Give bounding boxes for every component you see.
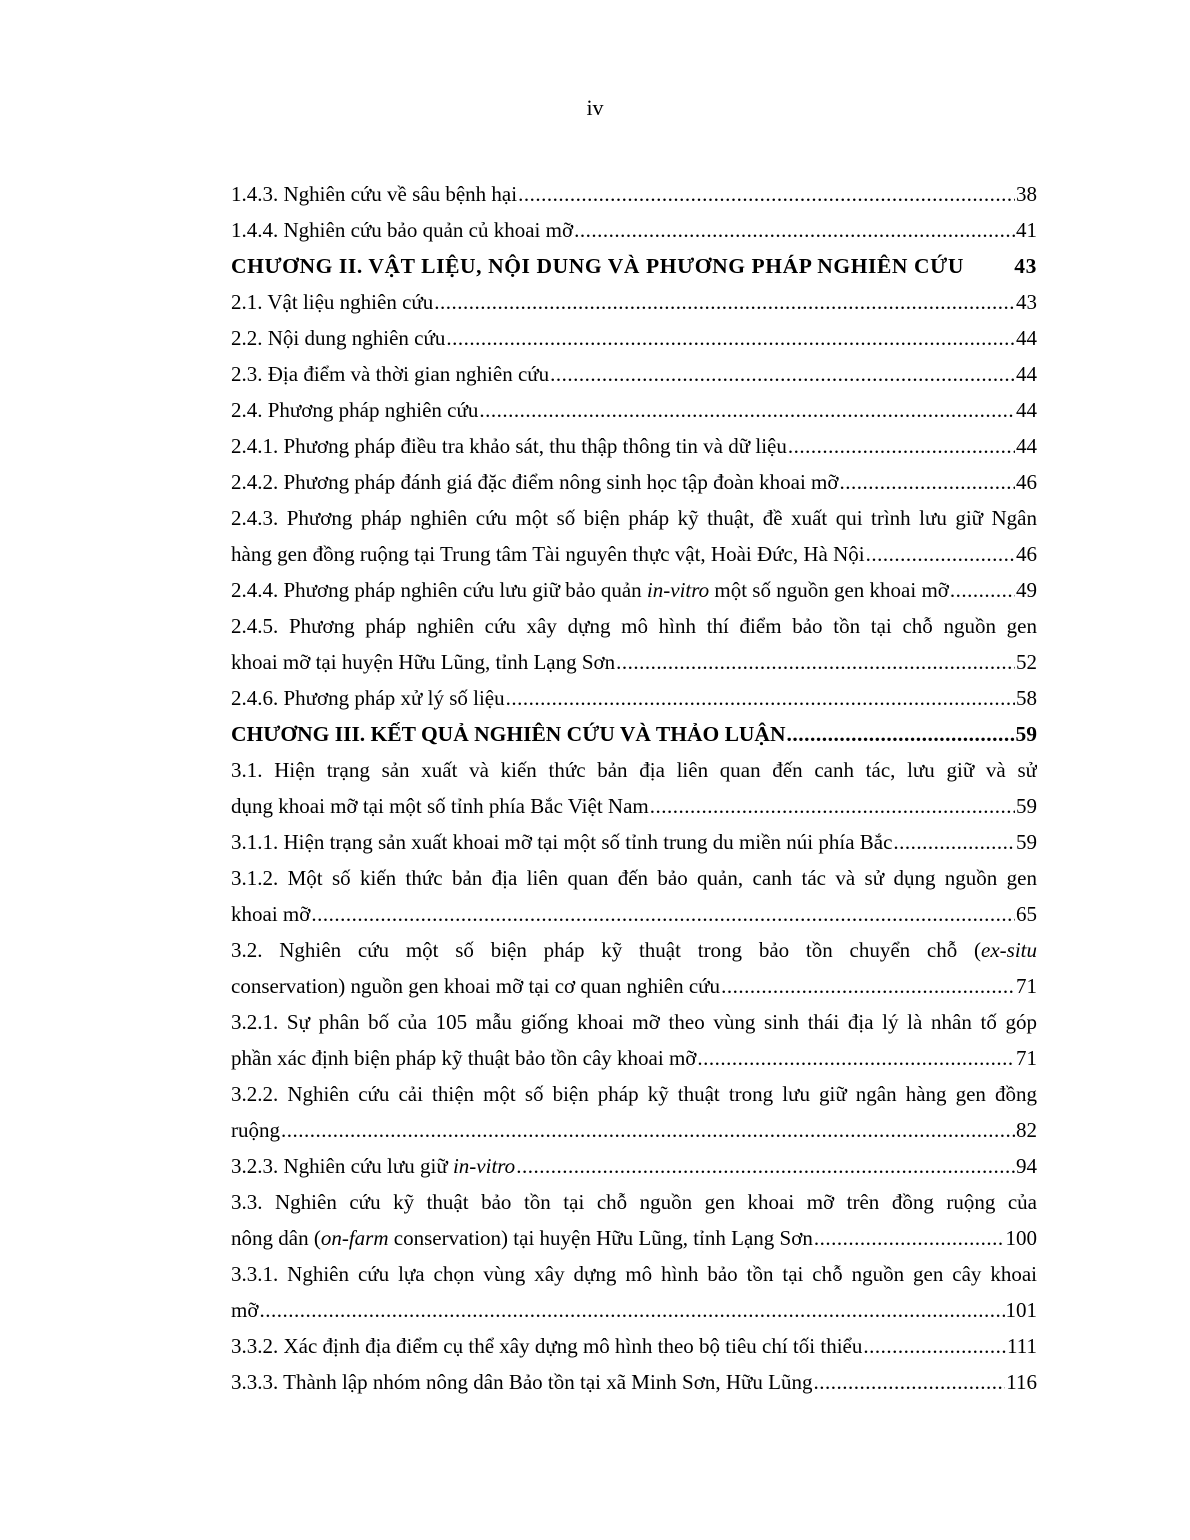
dot-leader [866,536,1015,572]
toc-page-number: 59 [1016,830,1037,854]
toc-entry-2-4[interactable] [231,392,1037,428]
toc-page-number: 59 [1016,794,1037,818]
dot-leader [721,968,1015,1004]
toc-chapter-3[interactable] [231,716,1037,752]
toc-entry-3-1-2-line1[interactable]: 3.1.2. Một số kiến thức bản địa liên quan đến bảo quản, canh tác và sử dụng nguồn gen [231,866,1037,890]
toc-page-number: 41 [1016,218,1037,242]
toc-entry-1-4-3[interactable] [231,176,1037,212]
toc-entry-text: khoai mỡ tại huyện Hữu Lũng, tỉnh Lạng Sơn [231,650,616,674]
toc-entry-2-3[interactable] [231,356,1037,392]
dot-leader [311,896,1015,932]
toc-entry-text: 3.1.1. Hiện trạng sản xuất khoai mỡ tại một số tỉnh trung du miền núi phía Bắc [231,830,893,854]
toc-page-number: 49 [1016,578,1037,602]
toc-entry-3-3-1-line1[interactable]: 3.3.1. Nghiên cứu lựa chọn vùng xây dựng mô hình bảo tồn tại chỗ nguồn gen cây khoai [231,1262,1037,1286]
toc-page-number: 100 [1005,1226,1037,1250]
page-number: iv [586,95,604,120]
dot-leader [814,1220,1005,1256]
toc-page-number: 44 [1016,434,1037,458]
toc-text-part: 3.2. Nghiên cứu một số biện pháp kỹ thuật trong bảo tồn chuyển chỗ ( [231,938,982,962]
toc-entry-text: 2.3. Địa điểm và thời gian nghiên cứu [231,362,550,386]
toc-page-number: 58 [1016,686,1037,710]
toc-chapter-2[interactable] [231,248,1037,284]
toc-entry-2-1[interactable] [231,284,1037,320]
toc-page-number: 38 [1016,182,1037,206]
toc-text-part: nông dân ( [231,1226,321,1250]
dot-leader [787,716,1015,752]
toc-entry-text: 3.3.2. Xác định địa điểm cụ thể xây dựng mô hình theo bộ tiêu chí tối thiểu [231,1334,863,1358]
toc-entry-3-2-2-line1[interactable]: 3.2.2. Nghiên cứu cải thiện một số biện pháp kỹ thuật trong lưu giữ ngân hàng gen đồng [231,1082,1037,1106]
dot-leader [479,392,1015,428]
toc-entry-2-4-6[interactable] [231,680,1037,716]
toc-entry-text: 2.4.1. Phương pháp điều tra khảo sát, thu thập thông tin và dữ liệu [231,434,787,458]
toc-entry-3-2-1-line1[interactable]: 3.2.1. Sự phân bố của 105 mẫu giống khoai mỡ theo vùng sinh thái địa lý là nhân tố góp [231,1010,1037,1034]
dot-leader [574,212,1015,248]
dot-leader [950,572,1015,608]
toc-entry-text: 2.4. Phương pháp nghiên cứu [231,398,479,422]
toc-italic-term: in-vitro [646,578,710,602]
dot-leader [259,1292,1004,1328]
dot-leader [518,176,1015,212]
toc-page-number: 46 [1016,542,1037,566]
toc-page-number: 43 [1014,254,1037,278]
toc-entry-3-2-line1[interactable] [231,932,1037,968]
toc-entry-2-4-2[interactable] [231,464,1037,500]
toc-entry-3-3-line2[interactable] [231,1220,1037,1256]
toc-entry-text: 2.4.6. Phương pháp xử lý số liệu [231,686,505,710]
toc-page-number: 59 [1015,722,1037,746]
dot-leader [550,356,1015,392]
toc-entry-2-4-3-line1[interactable]: 2.4.3. Phương pháp nghiên cứu một số biện pháp kỹ thuật, đề xuất qui trình lưu giữ Ngân [231,506,1037,530]
toc-page-number: 44 [1016,362,1037,386]
toc-text-part: 2.4.4. Phương pháp nghiên cứu lưu giữ bảo quản [231,578,647,602]
toc-entry-2-4-3-line2[interactable] [231,536,1037,572]
toc-page-number: 116 [1006,1370,1037,1394]
toc-page-number: 71 [1016,974,1037,998]
toc-entry-3-1-2-line2[interactable] [231,896,1037,932]
toc-page-number: 111 [1007,1334,1037,1358]
dot-leader [650,788,1015,824]
toc-entry-3-2-line2[interactable] [231,968,1037,1004]
toc-entry-text: 2.2. Nội dung nghiên cứu [231,326,446,350]
toc-entry-text: ruộng [231,1118,280,1142]
dot-leader [788,428,1015,464]
toc-italic-term: on-farm [320,1226,389,1250]
toc-entry-text: mỡ [231,1298,259,1322]
toc-page-number: 65 [1016,902,1037,926]
toc-entry-text: 1.4.3. Nghiên cứu về sâu bệnh hại [231,182,518,206]
toc-entry-2-4-1[interactable] [231,428,1037,464]
dot-leader [697,1040,1015,1076]
toc-entry-2-4-5-line1[interactable]: 2.4.5. Phương pháp nghiên cứu xây dựng mô hình thí điểm bảo tồn tại chỗ nguồn gen [231,614,1037,638]
toc-chapter-text: CHƯƠNG II. VẬT LIỆU, NỘI DUNG VÀ PHƯƠNG PHÁP NGHIÊN CỨU [231,254,964,278]
dot-leader [446,320,1015,356]
toc-page-number: 94 [1016,1154,1037,1178]
toc-entry-text: conservation) nguồn gen khoai mỡ tại cơ quan nghiên cứu [231,974,721,998]
dot-leader [516,1148,1015,1184]
toc-entry-3-2-2-line2[interactable] [231,1112,1037,1148]
toc-entry-text: hàng gen đồng ruộng tại Trung tâm Tài nguyên thực vật, Hoài Đức, Hà Nội [231,542,865,566]
toc-entry-3-3-line1[interactable]: 3.3. Nghiên cứu kỹ thuật bảo tồn tại chỗ nguồn gen khoai mỡ trên đồng ruộng của [231,1190,1037,1214]
table-of-contents [231,176,1037,1400]
toc-entry-text: 2.4.2. Phương pháp đánh giá đặc điểm nông sinh học tập đoàn khoai mỡ [231,470,839,494]
dot-leader [434,284,1015,320]
toc-entry-3-3-1-line2[interactable] [231,1292,1037,1328]
toc-entry-text: 2.1. Vật liệu nghiên cứu [231,290,434,314]
toc-entry-text [231,1148,515,1184]
toc-entry-text [231,572,949,608]
toc-page-number: 44 [1016,398,1037,422]
toc-entry-text: 3.3.3. Thành lập nhóm nông dân Bảo tồn tại xã Minh Sơn, Hữu Lũng [231,1370,813,1394]
toc-italic-term: ex-situ [981,938,1037,962]
toc-page-number: 44 [1016,326,1037,350]
toc-chapter-text: CHƯƠNG III. KẾT QUẢ NGHIÊN CỨU VÀ THẢO LUẬN [231,722,786,746]
toc-entry-2-4-4[interactable] [231,572,1037,608]
dot-leader [616,644,1015,680]
toc-text-part: 3.2.3. Nghiên cứu lưu giữ [231,1154,453,1178]
toc-entry-text: 1.4.4. Nghiên cứu bảo quản củ khoai mỡ [231,218,574,242]
toc-entry-3-2-1-line2[interactable] [231,1040,1037,1076]
toc-italic-term: in-vitro [452,1154,516,1178]
toc-entry-2-2[interactable] [231,320,1037,356]
toc-page-number: 43 [1016,290,1037,314]
dot-leader [840,464,1016,500]
toc-text-part: một số nguồn gen khoai mỡ [709,578,949,602]
toc-page-number: 71 [1016,1046,1037,1070]
toc-page-number: 101 [1005,1298,1037,1322]
toc-page-number: 52 [1016,650,1037,674]
toc-text-part: conservation) tại huyện Hữu Lũng, tỉnh Lạng Sơn [388,1226,813,1250]
toc-entry-2-4-5-line2[interactable] [231,644,1037,680]
dot-leader [893,824,1015,860]
toc-entry-3-1-line2[interactable] [231,788,1037,824]
toc-entry-3-3-3[interactable] [231,1364,1037,1400]
toc-entry-text: phần xác định biện pháp kỹ thuật bảo tồn cây khoai mỡ [231,1046,697,1070]
dot-leader [281,1112,1015,1148]
toc-page-number: 82 [1016,1118,1037,1142]
toc-entry-3-2-3[interactable] [231,1148,1037,1184]
dot-leader [506,680,1015,716]
toc-page-number: 46 [1016,470,1037,494]
toc-entry-text [231,1220,813,1256]
toc-entry-3-1-1[interactable] [231,824,1037,860]
toc-entry-text: dụng khoai mỡ tại một số tỉnh phía Bắc Việt Nam [231,794,649,818]
toc-entry-text: khoai mỡ [231,902,311,926]
toc-entry-3-1-line1[interactable]: 3.1. Hiện trạng sản xuất và kiến thức bản địa liên quan đến canh tác, lưu giữ và sử [231,758,1037,782]
dot-leader [863,1328,1006,1364]
dot-leader [813,1364,1005,1400]
toc-entry-3-3-2[interactable] [231,1328,1037,1364]
toc-entry-1-4-4[interactable] [231,212,1037,248]
